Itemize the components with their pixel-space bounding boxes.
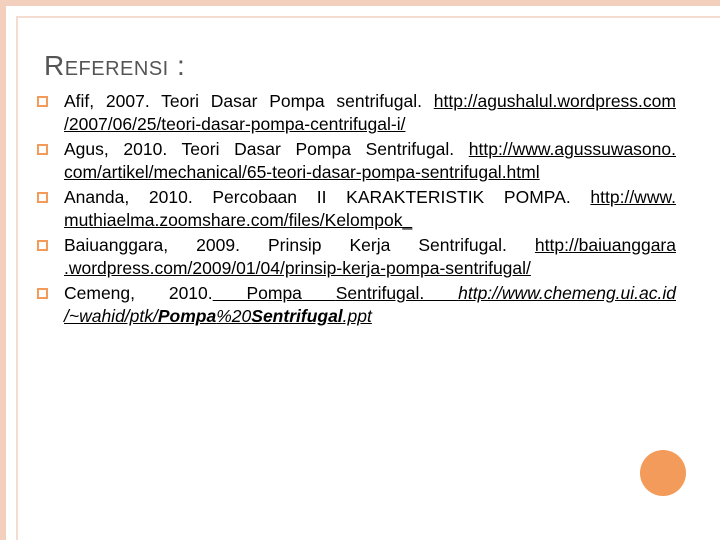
reference-item	[36, 186, 676, 232]
reference-url-part: .ppt	[342, 306, 372, 326]
reference-link[interactable]: Pompa	[212, 283, 336, 303]
reference-item	[36, 234, 676, 280]
hollow-square-bullet-icon	[36, 287, 49, 300]
reference-item	[36, 138, 676, 184]
reference-link[interactable]: http://www. muthiaelma.zoomshare.com/files/Kelompok_	[64, 187, 676, 230]
slide-frame-line-horizontal	[16, 16, 720, 18]
reference-link[interactable]: http://agushalul.wordpress.com	[433, 91, 676, 111]
hollow-square-bullet-icon	[36, 95, 49, 108]
reference-url-bold: Sentrifugal	[251, 306, 343, 326]
reference-link[interactable]: com/artikel/mechanical/65-teori-dasar-pompa-sentrifugal.html	[64, 162, 540, 182]
reference-link[interactable]: Sentrifugal.	[335, 283, 459, 303]
hollow-square-bullet-icon	[36, 143, 49, 156]
reference-list	[36, 90, 676, 330]
reference-item	[36, 282, 676, 328]
reference-citation: Baiuanggara, 2009. Prinsip Kerja Sentrifugal.	[64, 235, 507, 255]
hollow-square-bullet-icon	[36, 239, 49, 252]
reference-link[interactable]: http://www.agussuwasono.	[468, 139, 676, 159]
orange-circle-icon	[640, 450, 686, 496]
reference-url-bold: Pompa	[157, 306, 217, 326]
reference-url-part: %20	[216, 306, 252, 326]
reference-link[interactable]: /2007/06/25/teori-dasar-pompa-centrifugal-i/	[64, 114, 406, 134]
slide-frame-left	[0, 0, 6, 540]
reference-item	[36, 90, 676, 136]
reference-link[interactable]: http://baiuanggara .wordpress.com/2009/01/04/prinsip-kerja-pompa-sentrifugal/	[64, 235, 676, 278]
slide-frame-line-vertical	[16, 16, 18, 540]
slide-title: Referensi :	[44, 50, 186, 81]
hollow-square-bullet-icon	[36, 191, 49, 204]
reference-citation: Ananda, 2010. Percobaan II KARAKTERISTIK POMPA.	[64, 187, 571, 207]
reference-citation: Agus, 2010. Teori Dasar Pompa Sentrifugal.	[64, 139, 455, 159]
reference-citation: Afif, 2007. Teori Dasar Pompa sentrifugal.	[64, 91, 423, 111]
reference-citation: Cemeng, 2010.	[64, 283, 213, 303]
slide-frame-top	[0, 0, 720, 6]
reference-url-part: http://www.chemeng.ui.ac.id /~wahid/ptk/	[64, 283, 676, 326]
